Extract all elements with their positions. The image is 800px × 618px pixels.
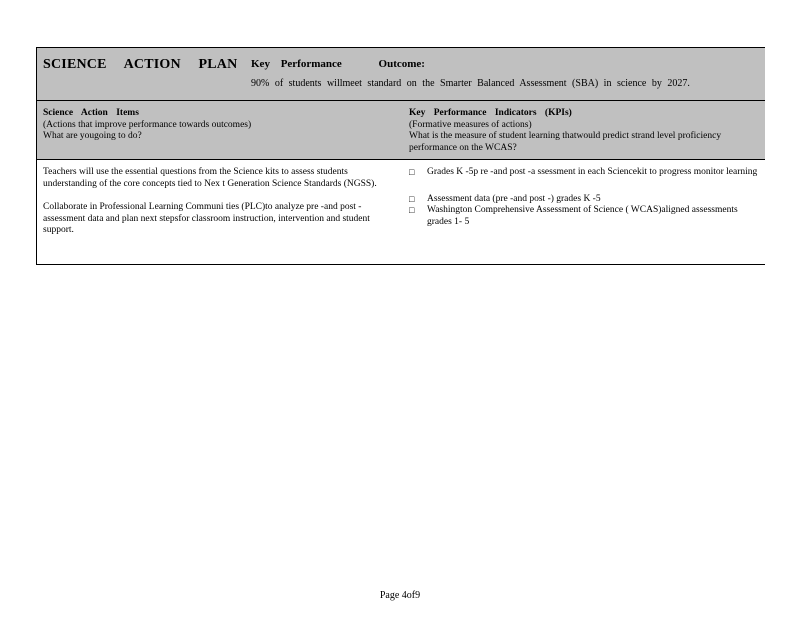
outcome-statement: 90% of students willmeet standard on the Smarter Balanced Assessment (SBA) in science by 2027. (251, 78, 690, 89)
action-item: Collaborate in Professional Learning Communi ties (PLC)to analyze pre -and post -assessment data and plan next stepsfor classroom instruction, intervention and student support. (43, 202, 370, 235)
kpi-list (409, 167, 759, 228)
action-items-title: Science Action Items (43, 108, 139, 118)
key-performance-outcome-label (251, 58, 425, 70)
kpi-item (409, 167, 759, 179)
bullet-box-icon: □ (409, 167, 415, 177)
kpi-title: Key Performance Indicators (KPIs) (409, 108, 572, 118)
science-action-plan-table (36, 47, 765, 265)
plan-title: SCIENCE ACTION PLAN (43, 57, 238, 72)
kpi-item (409, 205, 759, 228)
kpi-subtitle: (Formative measures of actions) (409, 119, 532, 130)
key-performance-label: Key Performance (251, 58, 342, 70)
bullet-box-icon: □ (409, 205, 415, 215)
plan-body (37, 160, 765, 264)
action-items-question: What are yougoing to do? (43, 131, 142, 141)
kpi-text: Washington Comprehensive Assessment of Science ( WCAS)aligned assessments grades 1- 5 (427, 205, 738, 227)
action-items-list (43, 167, 383, 249)
plan-header (37, 48, 765, 101)
kpi-text: Assessment data (pre -and post -) grades K -5 (427, 193, 601, 204)
kpi-header (409, 108, 759, 154)
action-items-subtitle: (Actions that improve performance towards outcomes) (43, 119, 252, 130)
action-items-header (43, 108, 393, 143)
bullet-box-icon: □ (409, 193, 415, 204)
column-headers (37, 101, 765, 160)
action-item: Teachers will use the essential questions from the Science kits to assess students understanding of the core concepts tied to Nex t Generation Science Standards (NGSS). (43, 167, 377, 189)
page-number: Page 4of9 (379, 590, 421, 601)
kpi-text: Grades K -5p re -and post -a ssessment in each Sciencekit to progress monitor learning (427, 167, 758, 177)
kpi-item (409, 194, 759, 206)
kpi-question: What is the measure of student learning thatwould predict strand level proficiency performance on the WCAS? (409, 131, 722, 153)
outcome-label: Outcome: (378, 58, 425, 70)
